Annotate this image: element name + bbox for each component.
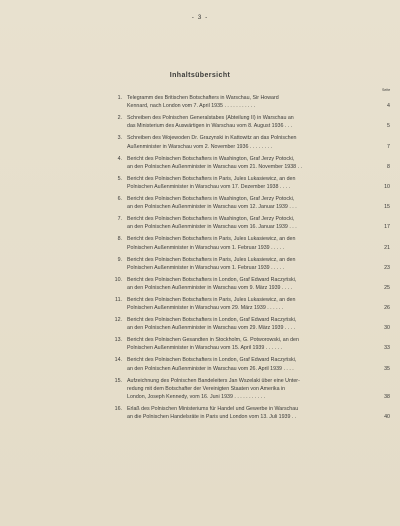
toc-entry-line: Erlaß des Polnischen Ministeriums für Handel und Gewerbe in Warschau xyxy=(127,406,299,413)
toc-entry-line: Bericht des Polnischen Botschafters in Paris, Jules Lukasiewicz, an den xyxy=(127,296,296,303)
toc-entry-page: 15 xyxy=(384,204,390,211)
toc-entry xyxy=(112,134,390,154)
toc-entry-line: Schreiben des Polnischen Generalstabes (Abteilung II) in Warschau an xyxy=(127,115,294,122)
toc-entry-number: 11. xyxy=(115,296,122,303)
toc-entry-title xyxy=(127,155,367,171)
toc-entry-number: 10. xyxy=(114,276,122,283)
toc-entry xyxy=(112,377,390,405)
column-header-page: Seite xyxy=(382,88,391,92)
toc-entry-line: Polnischen Außenminister in Warschau vom 17. Dezember 1938 . . . . xyxy=(127,183,291,190)
toc-entry-line: an die Polnischen Handelsräte in Paris und London vom 13. Juli 1939 . . xyxy=(127,414,297,421)
toc-entry-title xyxy=(127,215,367,231)
toc-entry xyxy=(112,276,390,296)
toc-entry-number: 1. xyxy=(117,95,122,101)
toc-entry-number: 4. xyxy=(117,155,122,162)
toc-entry-page: 40 xyxy=(384,414,390,421)
toc-entry-page: 4 xyxy=(387,103,390,110)
toc-entry-line: an den Polnischen Außenminister in Warschau vom 26. April 1939 . . . . xyxy=(127,365,294,372)
toc-entry-line: das Ministerium des Auswärtigen in Warschau vom 8. August 1936 . . . xyxy=(127,123,293,130)
toc-entry-page: 35 xyxy=(384,365,390,372)
toc-entry-line: Bericht des Polnischen Botschafters in Paris, Jules Lukasiewicz, an den xyxy=(127,256,296,263)
toc-entry-line: Aufzeichnung des Polnischen Bandeleiters Jan Wszelaki über eine Unter- xyxy=(127,377,300,384)
toc-entry-page: 10 xyxy=(384,183,390,190)
toc-entry-line: an den Polnischen Außenminister in Warschau vom 12. Januar 1939 . . . xyxy=(127,204,297,211)
toc-entry-title xyxy=(127,276,367,292)
toc-entry-line: Polnischen Außenminister in Warschau vom 29. März 1939 . . . . . . xyxy=(127,305,284,312)
toc-entry xyxy=(112,175,390,195)
toc-entry-number: 3. xyxy=(117,135,122,142)
toc-entry-line: an den Polnischen Außenminister in Warschau vom 29. März 1939 . . . . xyxy=(127,325,296,332)
toc-entry-page: 30 xyxy=(384,325,390,332)
toc-entry-title xyxy=(127,195,367,211)
toc-entry-line: Polnischen Außenminister in Warschau vom 1. Februar 1939 . . . . . xyxy=(127,244,285,251)
toc-entry-title xyxy=(127,134,367,150)
toc-entry-number: 16. xyxy=(114,406,122,413)
toc-entry xyxy=(112,94,390,114)
toc-entry-title xyxy=(127,377,367,402)
toc-entry-line: Kennard, nach London vom 7. April 1935 . . . . . . . . . . . xyxy=(127,103,256,110)
toc-entry-line: Bericht des Polnischen Botschafters in London, Graf Edward Raczyński, xyxy=(127,276,297,283)
toc-entry xyxy=(112,256,390,276)
toc-entry-line: Bericht des Polnischen Botschafters in Paris, Jules Lukasiewicz, an den xyxy=(127,175,296,182)
toc-entry-title xyxy=(127,336,367,352)
toc-entry-line: Bericht des Polnischen Botschafters in Washington, Graf Jerzy Potocki, xyxy=(127,195,295,202)
toc-entry-title xyxy=(127,235,367,251)
toc-entry-title xyxy=(127,405,367,421)
page-number: - 3 - xyxy=(191,14,209,21)
toc-entry-title xyxy=(127,94,367,110)
toc-entry-line: Bericht des Polnischen Botschafters in Paris, Jules Lukasiewicz, an den xyxy=(127,236,296,243)
toc-entry-line: Bericht des Polnischen Botschafters in Washington, Graf Jerzy Potocki, xyxy=(127,155,295,162)
toc-entry-page: 25 xyxy=(384,284,390,291)
toc-entry xyxy=(112,155,390,175)
toc-entry-title xyxy=(127,114,367,130)
page-title: Inhaltsübersicht xyxy=(169,72,231,79)
toc-entry-line: Bericht des Polnischen Botschafters in London, Graf Edward Raczyński, xyxy=(127,357,297,364)
toc-entry xyxy=(112,405,390,425)
toc-entry xyxy=(112,296,390,316)
toc-entry-line: Bericht des Polnischen Botschafters in London, Graf Edward Raczyński, xyxy=(127,317,297,324)
toc-entry-page: 23 xyxy=(384,264,390,271)
toc-entry xyxy=(112,336,390,356)
toc-entry-line: Bericht des Polnischen Botschafters in Washington, Graf Jerzy Potocki, xyxy=(127,216,295,223)
toc-entry-number: 7. xyxy=(117,216,122,223)
toc-entry-line: Polnischen Außenminister in Warschau vom 1. Februar 1939 . . . . . xyxy=(127,264,285,271)
toc-entry-number: 13. xyxy=(114,337,122,344)
table-of-contents xyxy=(112,94,390,425)
toc-entry-number: 2. xyxy=(117,115,122,122)
toc-entry-line: Schreiben des Wojewoden Dr. Grazynski in Kattowitz an das Polnischen xyxy=(127,135,297,142)
toc-entry-page: 38 xyxy=(384,394,390,401)
toc-entry-number: 5. xyxy=(117,175,122,182)
toc-entry xyxy=(112,195,390,215)
toc-entry-line: redung mit dem Botschafter der Vereinigten Staaten von Amerika in xyxy=(127,385,286,392)
toc-entry-line: an den Polnischen Außenminister in Warschau vom 16. Januar 1939 . . . xyxy=(127,224,297,231)
toc-entry-line: an den Polnischen Außenminister in Warschau vom 21. November 1938 . . xyxy=(127,163,302,170)
toc-entry-line: Außenminister in Warschau vom 2. November 1936 . . . . . . . . xyxy=(127,143,272,150)
toc-entry-number: 9. xyxy=(117,256,122,263)
toc-entry-title xyxy=(127,356,367,372)
toc-entry-page: 5 xyxy=(387,123,390,130)
toc-entry-title xyxy=(127,296,367,312)
toc-entry xyxy=(112,215,390,235)
toc-entry-line: an den Polnischen Außenminister in Warschau vom 9. März 1939 . . . . xyxy=(127,284,293,291)
toc-entry-number: 8. xyxy=(117,236,122,243)
toc-entry-number: 15. xyxy=(114,377,122,384)
toc-entry-line: Polnischen Außenminister in Warschau vom 15. April 1939 . . . . . . xyxy=(127,345,282,352)
toc-entry xyxy=(112,356,390,376)
toc-entry-number: 12. xyxy=(114,317,122,324)
toc-entry xyxy=(112,235,390,255)
toc-entry-page: 17 xyxy=(384,224,390,231)
toc-entry-page: 8 xyxy=(387,163,390,170)
toc-entry-number: 6. xyxy=(117,195,122,202)
toc-entry xyxy=(112,316,390,336)
toc-entry-title xyxy=(127,175,367,191)
toc-entry-page: 7 xyxy=(387,143,390,150)
toc-entry-title xyxy=(127,256,367,272)
toc-entry-number: 14. xyxy=(114,357,122,364)
toc-entry-title xyxy=(127,316,367,332)
toc-entry-page: 26 xyxy=(384,305,390,312)
toc-entry-line: Bericht des Polnischen Gesandten in Stockholm, G. Potworowski, an den xyxy=(127,337,299,344)
toc-entry xyxy=(112,114,390,134)
toc-entry-page: 21 xyxy=(384,244,390,251)
toc-entry-page: 33 xyxy=(384,345,390,352)
toc-entry-line: Telegramm des Britischen Botschafters in Warschau, Sir Howard xyxy=(127,95,279,101)
toc-entry-line: London, Joseph Kennedy, vom 16. Juni 1939 . . . . . . . . . . . xyxy=(127,394,266,401)
